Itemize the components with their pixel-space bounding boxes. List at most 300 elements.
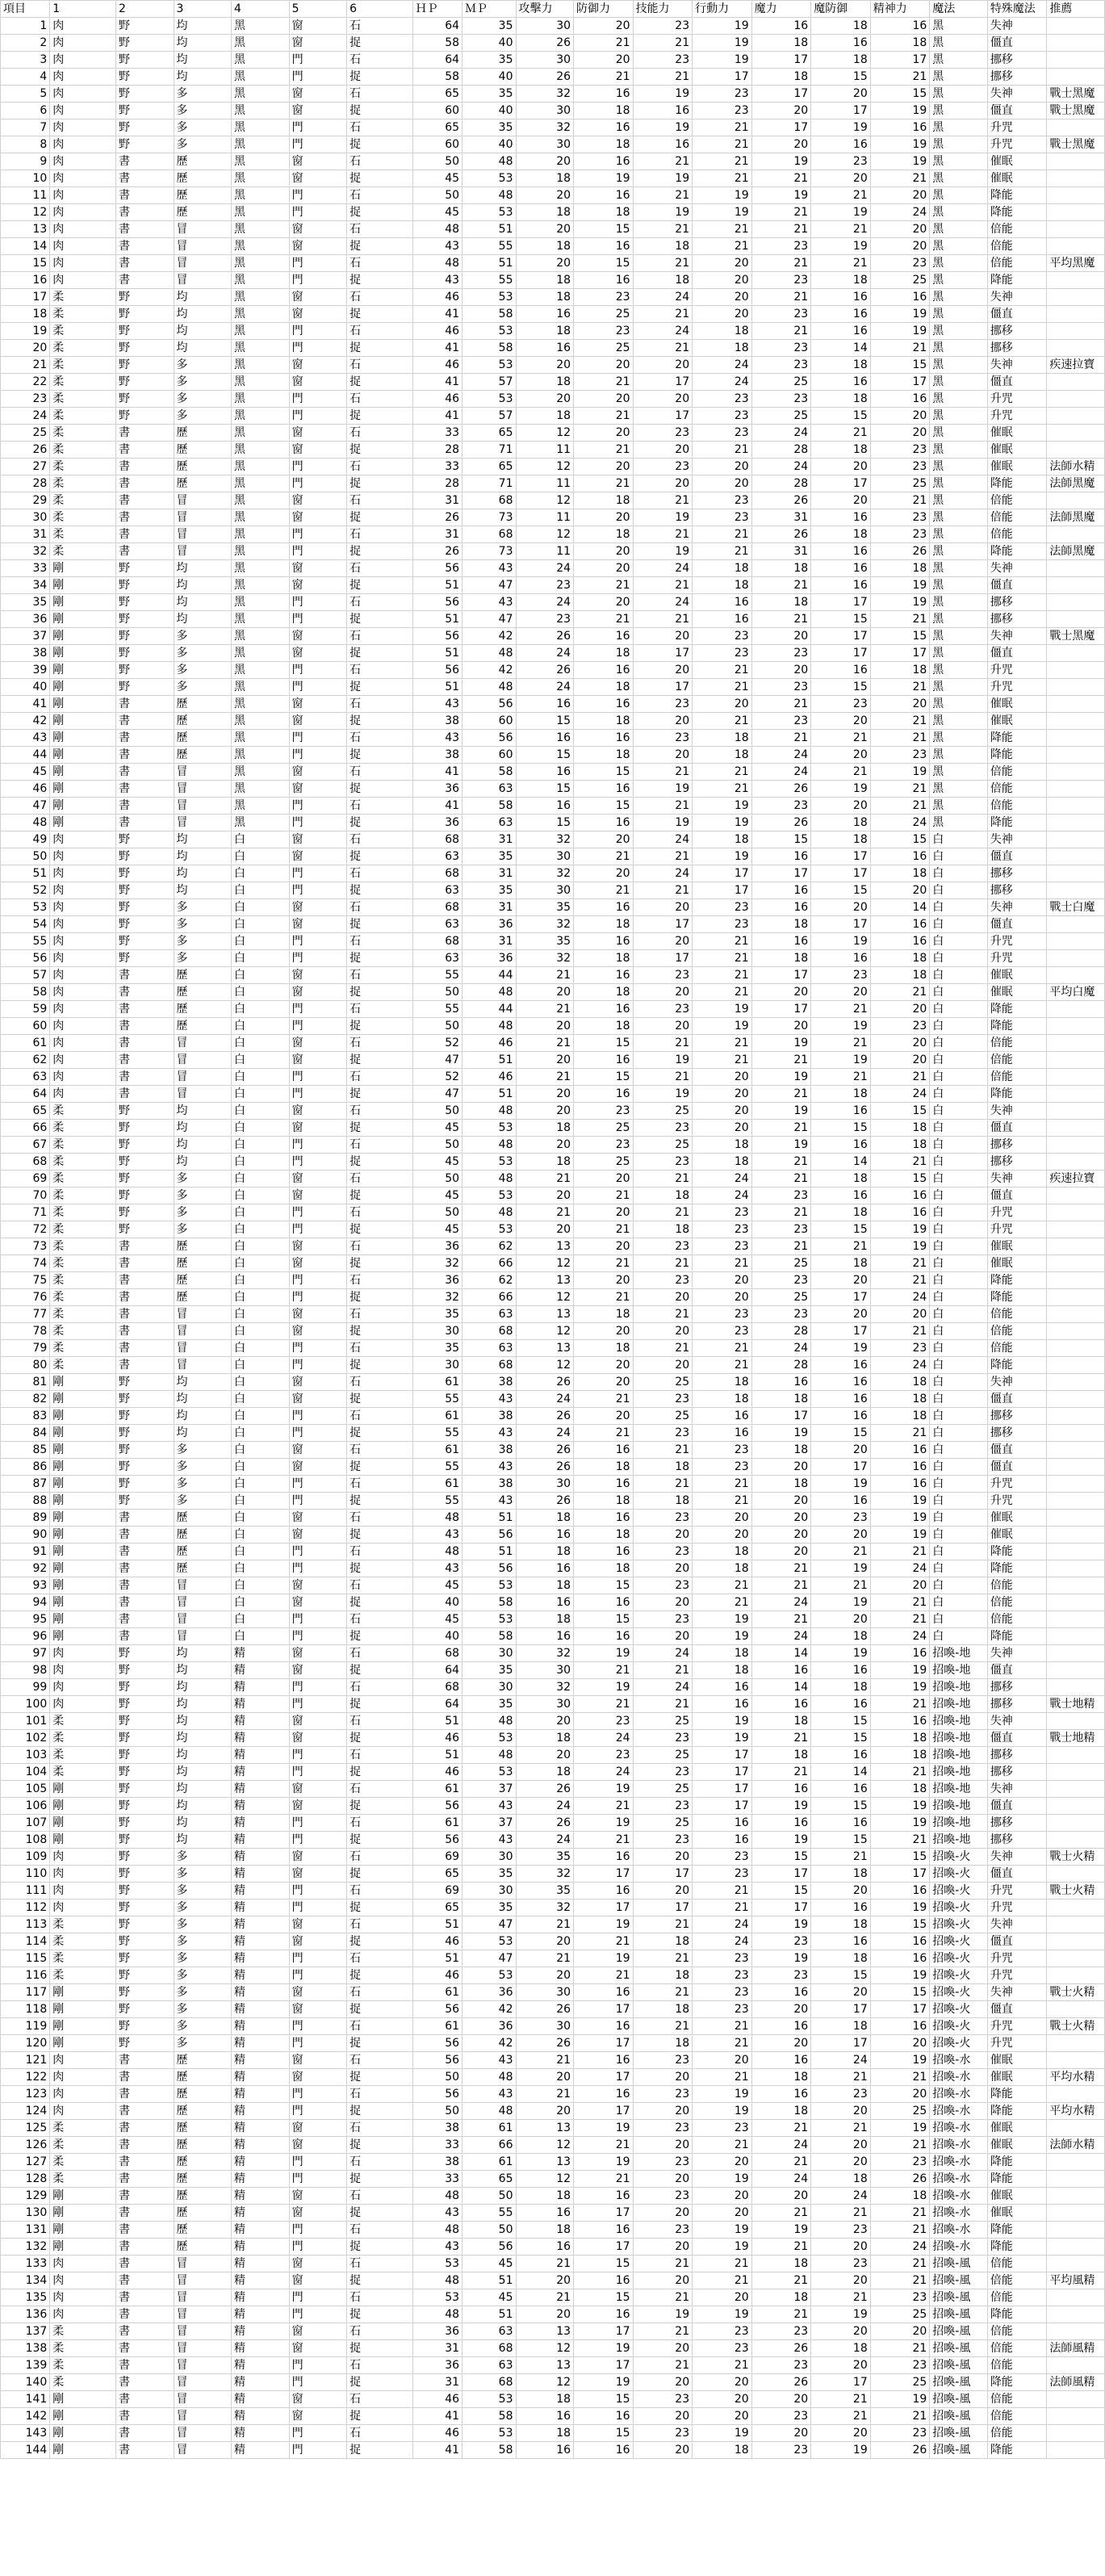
cell-c2[interactable]: 野 [116, 119, 174, 136]
cell-special-magic[interactable]: 倍能 [987, 2425, 1047, 2442]
cell-item[interactable]: 144 [1, 2442, 50, 2459]
cell-hp[interactable]: 43 [412, 696, 462, 713]
cell-magic[interactable]: 招喚-風 [930, 2306, 988, 2323]
cell-magic-defense[interactable]: 18 [811, 442, 871, 459]
cell-c2[interactable]: 書 [116, 1238, 174, 1255]
cell-magic-power[interactable]: 24 [751, 747, 811, 764]
cell-magic[interactable]: 招喚-火 [930, 1866, 988, 1883]
cell-hp[interactable]: 45 [412, 204, 462, 221]
cell-attack[interactable]: 11 [516, 543, 574, 560]
cell-spirit[interactable]: 25 [870, 2374, 930, 2391]
cell-c2[interactable]: 野 [116, 628, 174, 645]
cell-defense[interactable]: 18 [574, 916, 634, 933]
cell-magic-defense[interactable]: 17 [811, 103, 871, 119]
cell-hp[interactable]: 46 [412, 1764, 462, 1781]
cell-c5[interactable]: 門 [289, 204, 347, 221]
cell-magic-power[interactable]: 16 [751, 899, 811, 916]
cell-spirit[interactable]: 19 [870, 1493, 930, 1510]
cell-attack[interactable]: 18 [516, 204, 574, 221]
cell-skill[interactable]: 19 [633, 781, 693, 798]
cell-c6[interactable]: 石 [347, 1510, 413, 1527]
header-cell-4[interactable]: 4 [232, 1, 290, 18]
cell-c1[interactable]: 柔 [50, 1272, 116, 1289]
cell-magic-power[interactable]: 15 [751, 831, 811, 848]
cell-recommend[interactable] [1047, 1476, 1105, 1493]
cell-c3[interactable]: 多 [174, 1493, 232, 1510]
cell-c6[interactable]: 石 [347, 526, 413, 543]
cell-defense[interactable]: 19 [574, 1679, 634, 1696]
cell-c3[interactable]: 均 [174, 1662, 232, 1679]
cell-hp[interactable]: 68 [412, 831, 462, 848]
cell-mp[interactable]: 43 [463, 2086, 516, 2103]
cell-action[interactable]: 20 [693, 2391, 752, 2408]
cell-item[interactable]: 25 [1, 425, 50, 442]
cell-recommend[interactable] [1047, 865, 1105, 882]
cell-attack[interactable]: 24 [516, 1391, 574, 1408]
cell-c3[interactable]: 歷 [174, 1001, 232, 1018]
cell-hp[interactable]: 61 [412, 1442, 462, 1459]
cell-hp[interactable]: 50 [412, 1018, 462, 1035]
cell-attack[interactable]: 21 [516, 1204, 574, 1221]
cell-magic-power[interactable]: 20 [751, 2001, 811, 2018]
cell-c5[interactable]: 窗 [289, 2408, 347, 2425]
cell-c2[interactable]: 書 [116, 1544, 174, 1560]
cell-mp[interactable]: 53 [463, 1187, 516, 1204]
cell-c3[interactable]: 歷 [174, 2205, 232, 2222]
cell-magic-power[interactable]: 23 [751, 272, 811, 289]
cell-c4[interactable]: 白 [232, 1459, 290, 1476]
cell-c2[interactable]: 書 [116, 2340, 174, 2357]
cell-action[interactable]: 23 [693, 2323, 752, 2340]
cell-magic[interactable]: 黑 [930, 628, 988, 645]
cell-c6[interactable]: 石 [347, 628, 413, 645]
cell-defense[interactable]: 16 [574, 1883, 634, 1900]
cell-item[interactable]: 114 [1, 1933, 50, 1950]
cell-attack[interactable]: 18 [516, 408, 574, 425]
cell-defense[interactable]: 17 [574, 2205, 634, 2222]
cell-spirit[interactable]: 24 [870, 204, 930, 221]
cell-hp[interactable]: 32 [412, 1255, 462, 1272]
cell-hp[interactable]: 43 [412, 1527, 462, 1544]
cell-c3[interactable]: 冒 [174, 1611, 232, 1628]
cell-action[interactable]: 18 [693, 1544, 752, 1560]
cell-c4[interactable]: 白 [232, 1594, 290, 1611]
cell-magic-power[interactable]: 16 [751, 848, 811, 865]
cell-magic[interactable]: 白 [930, 1001, 988, 1018]
cell-spirit[interactable]: 16 [870, 1187, 930, 1204]
cell-c4[interactable]: 白 [232, 1255, 290, 1272]
cell-defense[interactable]: 21 [574, 1391, 634, 1408]
cell-attack[interactable]: 21 [516, 967, 574, 984]
cell-magic[interactable]: 黑 [930, 289, 988, 306]
cell-c6[interactable]: 捉 [347, 2069, 413, 2086]
cell-skill[interactable]: 20 [633, 1323, 693, 1340]
cell-skill[interactable]: 21 [633, 1340, 693, 1357]
cell-magic-power[interactable]: 28 [751, 442, 811, 459]
cell-mp[interactable]: 51 [463, 2306, 516, 2323]
cell-action[interactable]: 17 [693, 1764, 752, 1781]
cell-c1[interactable]: 肉 [50, 86, 116, 103]
cell-special-magic[interactable]: 倍能 [987, 2391, 1047, 2408]
cell-mp[interactable]: 30 [463, 1849, 516, 1866]
cell-c4[interactable]: 白 [232, 1323, 290, 1340]
cell-item[interactable]: 104 [1, 1764, 50, 1781]
cell-action[interactable]: 20 [693, 1069, 752, 1086]
cell-magic-power[interactable]: 20 [751, 136, 811, 153]
cell-magic-defense[interactable]: 16 [811, 306, 871, 323]
cell-spirit[interactable]: 21 [870, 1255, 930, 1272]
cell-special-magic[interactable]: 倍能 [987, 238, 1047, 255]
cell-c1[interactable]: 肉 [50, 831, 116, 848]
cell-action[interactable]: 21 [693, 1340, 752, 1357]
cell-attack[interactable]: 24 [516, 1832, 574, 1849]
cell-c1[interactable]: 肉 [50, 187, 116, 204]
cell-c1[interactable]: 柔 [50, 2171, 116, 2188]
cell-c4[interactable]: 精 [232, 2137, 290, 2154]
cell-c1[interactable]: 柔 [50, 1221, 116, 1238]
cell-hp[interactable]: 43 [412, 1560, 462, 1577]
cell-magic-power[interactable]: 15 [751, 1883, 811, 1900]
cell-c2[interactable]: 書 [116, 2069, 174, 2086]
cell-c1[interactable]: 剛 [50, 2442, 116, 2459]
cell-special-magic[interactable]: 降能 [987, 2374, 1047, 2391]
cell-c3[interactable]: 歷 [174, 1289, 232, 1306]
cell-hp[interactable]: 68 [412, 1679, 462, 1696]
cell-mp[interactable]: 56 [463, 696, 516, 713]
cell-recommend[interactable] [1047, 306, 1105, 323]
cell-defense[interactable]: 21 [574, 1187, 634, 1204]
cell-magic-defense[interactable]: 16 [811, 509, 871, 526]
cell-c2[interactable]: 書 [116, 1272, 174, 1289]
cell-c4[interactable]: 黑 [232, 119, 290, 136]
cell-c6[interactable]: 捉 [347, 1120, 413, 1137]
cell-c3[interactable]: 冒 [174, 2340, 232, 2357]
cell-skill[interactable]: 20 [633, 2340, 693, 2357]
cell-c3[interactable]: 冒 [174, 781, 232, 798]
cell-c4[interactable]: 精 [232, 1984, 290, 2001]
cell-item[interactable]: 123 [1, 2086, 50, 2103]
cell-hp[interactable]: 48 [412, 1544, 462, 1560]
cell-hp[interactable]: 50 [412, 1103, 462, 1120]
cell-recommend[interactable] [1047, 2256, 1105, 2272]
cell-magic[interactable]: 白 [930, 1374, 988, 1391]
cell-c5[interactable]: 門 [289, 882, 347, 899]
cell-attack[interactable]: 18 [516, 374, 574, 391]
cell-c2[interactable]: 野 [116, 2018, 174, 2035]
cell-recommend[interactable]: 戰士白魔 [1047, 899, 1105, 916]
cell-recommend[interactable] [1047, 1493, 1105, 1510]
cell-c4[interactable]: 白 [232, 1577, 290, 1594]
cell-c2[interactable]: 書 [116, 1069, 174, 1086]
cell-skill[interactable]: 20 [633, 2171, 693, 2188]
cell-c5[interactable]: 門 [289, 865, 347, 882]
cell-mp[interactable]: 66 [463, 1289, 516, 1306]
cell-defense[interactable]: 18 [574, 747, 634, 764]
cell-recommend[interactable] [1047, 442, 1105, 459]
cell-c2[interactable]: 野 [116, 1984, 174, 2001]
cell-c6[interactable]: 石 [347, 1713, 413, 1730]
cell-defense[interactable]: 16 [574, 1510, 634, 1527]
cell-hp[interactable]: 56 [412, 594, 462, 611]
cell-recommend[interactable] [1047, 323, 1105, 340]
cell-magic-defense[interactable]: 18 [811, 1086, 871, 1103]
cell-action[interactable]: 20 [693, 2188, 752, 2205]
cell-c2[interactable]: 野 [116, 2001, 174, 2018]
cell-special-magic[interactable]: 僵直 [987, 374, 1047, 391]
cell-c3[interactable]: 冒 [174, 2391, 232, 2408]
cell-mp[interactable]: 63 [463, 1340, 516, 1357]
cell-skill[interactable]: 20 [633, 984, 693, 1001]
header-cell-special-magic[interactable]: 特殊魔法 [987, 1, 1047, 18]
cell-c6[interactable]: 石 [347, 2222, 413, 2239]
cell-recommend[interactable] [1047, 18, 1105, 35]
cell-magic[interactable]: 白 [930, 1103, 988, 1120]
cell-spirit[interactable]: 15 [870, 831, 930, 848]
cell-c4[interactable]: 黑 [232, 136, 290, 153]
cell-magic[interactable]: 黑 [930, 221, 988, 238]
cell-recommend[interactable] [1047, 492, 1105, 509]
cell-c1[interactable]: 剛 [50, 611, 116, 628]
cell-c1[interactable]: 柔 [50, 2323, 116, 2340]
cell-special-magic[interactable]: 催眠 [987, 967, 1047, 984]
cell-c2[interactable]: 書 [116, 1357, 174, 1374]
cell-c3[interactable]: 冒 [174, 1086, 232, 1103]
cell-defense[interactable]: 15 [574, 2391, 634, 2408]
cell-c3[interactable]: 多 [174, 1916, 232, 1933]
cell-magic-defense[interactable]: 16 [811, 950, 871, 967]
cell-attack[interactable]: 20 [516, 1221, 574, 1238]
cell-magic[interactable]: 白 [930, 882, 988, 899]
cell-recommend[interactable] [1047, 1408, 1105, 1425]
cell-magic-defense[interactable]: 16 [811, 543, 871, 560]
cell-c6[interactable]: 石 [347, 967, 413, 984]
cell-c1[interactable]: 剛 [50, 815, 116, 831]
cell-special-magic[interactable]: 失神 [987, 560, 1047, 577]
cell-magic[interactable]: 白 [930, 1527, 988, 1544]
cell-c5[interactable]: 窗 [289, 1238, 347, 1255]
cell-action[interactable]: 24 [693, 1916, 752, 1933]
cell-attack[interactable]: 26 [516, 1493, 574, 1510]
cell-hp[interactable]: 58 [412, 35, 462, 52]
cell-defense[interactable]: 20 [574, 865, 634, 882]
cell-c2[interactable]: 書 [116, 1577, 174, 1594]
cell-c4[interactable]: 黑 [232, 662, 290, 679]
cell-hp[interactable]: 28 [412, 442, 462, 459]
cell-magic-defense[interactable]: 15 [811, 1967, 871, 1984]
cell-skill[interactable]: 21 [633, 1171, 693, 1187]
cell-c6[interactable]: 石 [347, 221, 413, 238]
cell-c5[interactable]: 窗 [289, 1933, 347, 1950]
cell-c4[interactable]: 黑 [232, 594, 290, 611]
cell-attack[interactable]: 30 [516, 882, 574, 899]
cell-c6[interactable]: 捉 [347, 509, 413, 526]
cell-skill[interactable]: 17 [633, 645, 693, 662]
cell-skill[interactable]: 23 [633, 2188, 693, 2205]
cell-c4[interactable]: 精 [232, 2052, 290, 2069]
cell-c5[interactable]: 門 [289, 2154, 347, 2171]
cell-attack[interactable]: 26 [516, 69, 574, 86]
cell-c6[interactable]: 石 [347, 2357, 413, 2374]
cell-c5[interactable]: 門 [289, 950, 347, 967]
cell-c1[interactable]: 柔 [50, 459, 116, 475]
cell-magic[interactable]: 白 [930, 1408, 988, 1425]
cell-magic[interactable]: 招喚-風 [930, 2289, 988, 2306]
cell-magic-power[interactable]: 21 [751, 1052, 811, 1069]
cell-c1[interactable]: 柔 [50, 323, 116, 340]
cell-c5[interactable]: 門 [289, 69, 347, 86]
cell-skill[interactable]: 20 [633, 357, 693, 374]
cell-recommend[interactable] [1047, 764, 1105, 781]
cell-defense[interactable]: 20 [574, 1171, 634, 1187]
cell-special-magic[interactable]: 倍能 [987, 1035, 1047, 1052]
cell-mp[interactable]: 68 [463, 2374, 516, 2391]
cell-magic-power[interactable]: 16 [751, 1374, 811, 1391]
cell-c1[interactable]: 肉 [50, 69, 116, 86]
cell-magic-power[interactable]: 16 [751, 1815, 811, 1832]
cell-c3[interactable]: 冒 [174, 255, 232, 272]
cell-c3[interactable]: 均 [174, 594, 232, 611]
cell-c6[interactable]: 石 [347, 798, 413, 815]
cell-mp[interactable]: 51 [463, 1510, 516, 1527]
cell-special-magic[interactable]: 失神 [987, 1984, 1047, 2001]
cell-c1[interactable]: 肉 [50, 2306, 116, 2323]
cell-defense[interactable]: 21 [574, 1221, 634, 1238]
cell-c4[interactable]: 白 [232, 1493, 290, 1510]
cell-c4[interactable]: 精 [232, 2205, 290, 2222]
cell-c1[interactable]: 剛 [50, 2222, 116, 2239]
cell-defense[interactable]: 18 [574, 136, 634, 153]
cell-skill[interactable]: 21 [633, 221, 693, 238]
cell-magic[interactable]: 黑 [930, 408, 988, 425]
cell-skill[interactable]: 23 [633, 1001, 693, 1018]
cell-magic-power[interactable]: 21 [751, 170, 811, 187]
cell-c6[interactable]: 捉 [347, 1560, 413, 1577]
cell-c6[interactable]: 捉 [347, 1289, 413, 1306]
cell-mp[interactable]: 36 [463, 950, 516, 967]
cell-special-magic[interactable]: 倍能 [987, 764, 1047, 781]
cell-c5[interactable]: 窗 [289, 2069, 347, 2086]
cell-c5[interactable]: 門 [289, 2239, 347, 2256]
cell-item[interactable]: 117 [1, 1984, 50, 2001]
cell-attack[interactable]: 12 [516, 1323, 574, 1340]
cell-mp[interactable]: 53 [463, 170, 516, 187]
cell-c1[interactable]: 剛 [50, 2018, 116, 2035]
cell-defense[interactable]: 16 [574, 1442, 634, 1459]
cell-spirit[interactable]: 19 [870, 1662, 930, 1679]
cell-magic-defense[interactable]: 20 [811, 1442, 871, 1459]
cell-c5[interactable]: 窗 [289, 1984, 347, 2001]
cell-spirit[interactable]: 17 [870, 52, 930, 69]
cell-attack[interactable]: 18 [516, 1577, 574, 1594]
cell-special-magic[interactable]: 降能 [987, 2154, 1047, 2171]
cell-c3[interactable]: 歷 [174, 153, 232, 170]
cell-magic-defense[interactable]: 16 [811, 1137, 871, 1154]
cell-c6[interactable]: 捉 [347, 747, 413, 764]
cell-c4[interactable]: 黑 [232, 69, 290, 86]
cell-magic[interactable]: 招喚-水 [930, 2205, 988, 2222]
cell-c5[interactable]: 門 [289, 2086, 347, 2103]
cell-magic-defense[interactable]: 20 [811, 1611, 871, 1628]
cell-action[interactable]: 16 [693, 1408, 752, 1425]
cell-c1[interactable]: 剛 [50, 747, 116, 764]
cell-magic-power[interactable]: 23 [751, 798, 811, 815]
cell-c6[interactable]: 捉 [347, 442, 413, 459]
cell-spirit[interactable]: 20 [870, 2086, 930, 2103]
cell-spirit[interactable]: 19 [870, 1900, 930, 1916]
cell-c5[interactable]: 窗 [289, 1781, 347, 1798]
cell-c5[interactable]: 門 [289, 136, 347, 153]
cell-special-magic[interactable]: 降能 [987, 475, 1047, 492]
cell-magic-defense[interactable]: 19 [811, 1476, 871, 1493]
cell-item[interactable]: 90 [1, 1527, 50, 1544]
cell-action[interactable]: 21 [693, 442, 752, 459]
cell-special-magic[interactable]: 降能 [987, 1086, 1047, 1103]
cell-skill[interactable]: 20 [633, 662, 693, 679]
cell-magic[interactable]: 招喚-風 [930, 2442, 988, 2459]
cell-c4[interactable]: 白 [232, 899, 290, 916]
cell-c3[interactable]: 歷 [174, 2188, 232, 2205]
cell-magic-defense[interactable]: 14 [811, 340, 871, 357]
cell-spirit[interactable]: 21 [870, 781, 930, 798]
header-cell-1[interactable]: 1 [50, 1, 116, 18]
cell-recommend[interactable] [1047, 798, 1105, 815]
cell-hp[interactable]: 68 [412, 865, 462, 882]
cell-attack[interactable]: 16 [516, 2239, 574, 2256]
cell-c6[interactable]: 捉 [347, 204, 413, 221]
cell-skill[interactable]: 25 [633, 1103, 693, 1120]
cell-recommend[interactable] [1047, 272, 1105, 289]
cell-c5[interactable]: 門 [289, 2306, 347, 2323]
cell-c6[interactable]: 石 [347, 560, 413, 577]
cell-c6[interactable]: 捉 [347, 1628, 413, 1645]
cell-c5[interactable]: 門 [289, 1408, 347, 1425]
cell-c4[interactable]: 白 [232, 1103, 290, 1120]
cell-action[interactable]: 21 [693, 1052, 752, 1069]
cell-c5[interactable]: 門 [289, 747, 347, 764]
cell-c4[interactable]: 精 [232, 2442, 290, 2459]
cell-item[interactable]: 99 [1, 1679, 50, 1696]
cell-mp[interactable]: 63 [463, 1306, 516, 1323]
cell-spirit[interactable]: 19 [870, 153, 930, 170]
cell-c4[interactable]: 精 [232, 2408, 290, 2425]
cell-magic-defense[interactable]: 15 [811, 69, 871, 86]
cell-recommend[interactable] [1047, 594, 1105, 611]
cell-c5[interactable]: 門 [289, 1204, 347, 1221]
cell-skill[interactable]: 19 [633, 170, 693, 187]
cell-magic-power[interactable]: 18 [751, 1391, 811, 1408]
cell-magic[interactable]: 白 [930, 1594, 988, 1611]
cell-hp[interactable]: 60 [412, 103, 462, 119]
cell-spirit[interactable]: 23 [870, 2357, 930, 2374]
cell-item[interactable]: 102 [1, 1730, 50, 1747]
cell-skill[interactable]: 21 [633, 2018, 693, 2035]
cell-c5[interactable]: 門 [289, 340, 347, 357]
cell-mp[interactable]: 56 [463, 1527, 516, 1544]
cell-magic-defense[interactable]: 18 [811, 815, 871, 831]
cell-spirit[interactable]: 19 [870, 103, 930, 119]
cell-skill[interactable]: 17 [633, 679, 693, 696]
cell-spirit[interactable]: 23 [870, 1018, 930, 1035]
cell-action[interactable]: 21 [693, 526, 752, 543]
cell-spirit[interactable]: 18 [870, 1391, 930, 1408]
cell-c5[interactable]: 窗 [289, 2272, 347, 2289]
cell-c1[interactable]: 柔 [50, 357, 116, 374]
cell-mp[interactable]: 35 [463, 882, 516, 899]
cell-action[interactable]: 16 [693, 1679, 752, 1696]
cell-magic-defense[interactable]: 21 [811, 2289, 871, 2306]
cell-magic-power[interactable]: 23 [751, 238, 811, 255]
cell-magic[interactable]: 招喚-地 [930, 1713, 988, 1730]
